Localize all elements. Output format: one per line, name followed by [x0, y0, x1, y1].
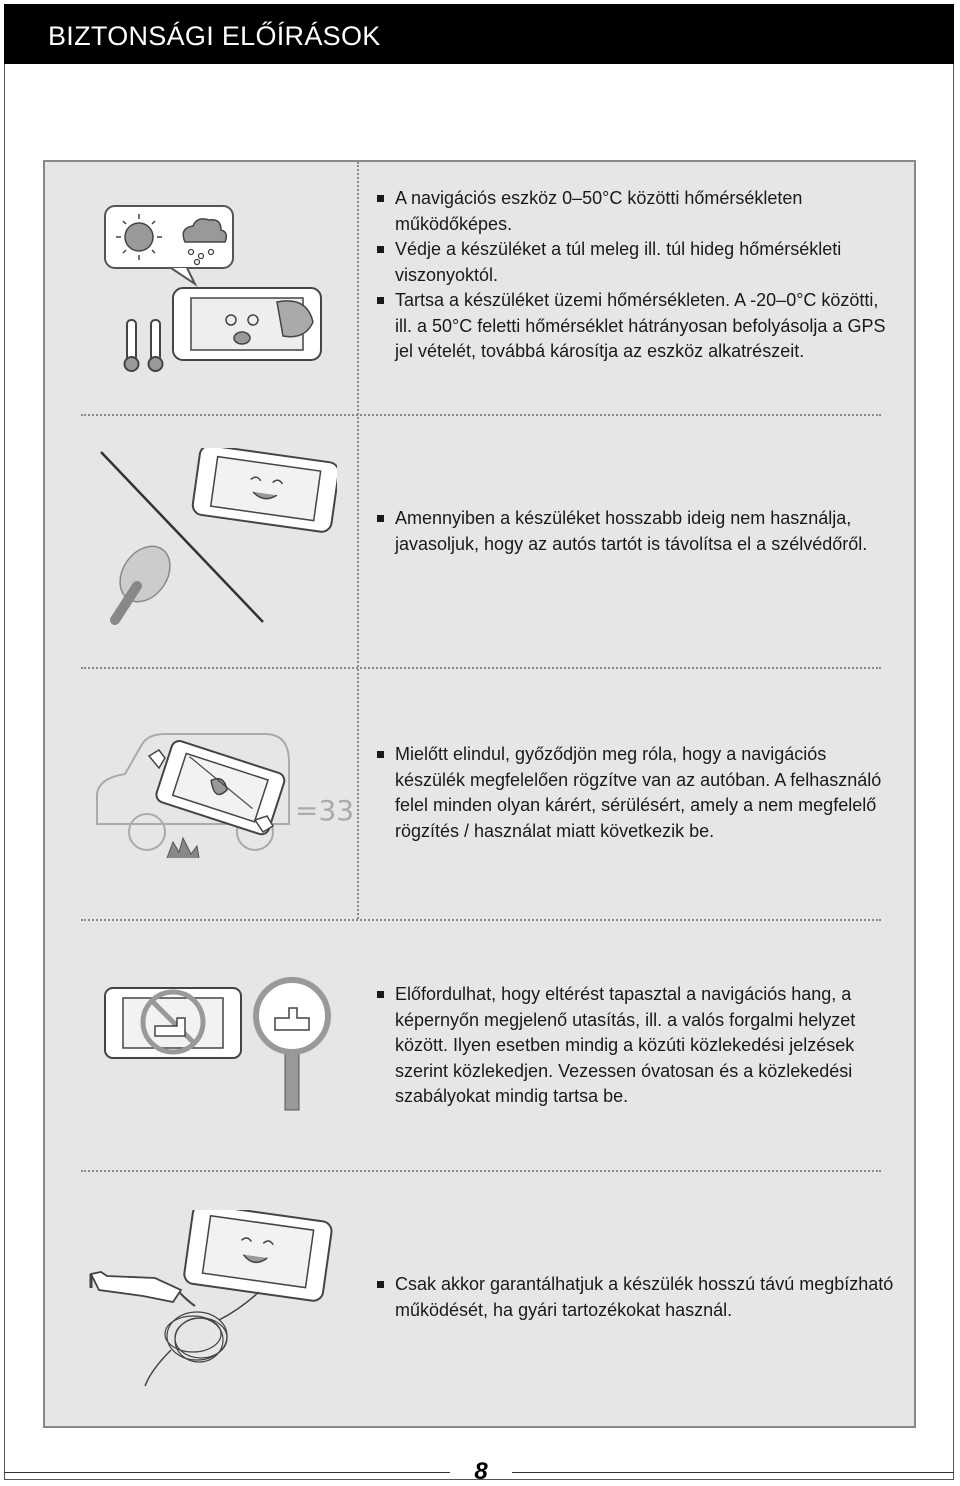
bullet-list-3 — [375, 742, 895, 844]
section-divider — [81, 414, 881, 416]
svg-text:=33: =33 — [295, 794, 355, 827]
bullet-list-4 — [375, 982, 895, 1110]
section-divider — [81, 667, 881, 669]
content-panel — [43, 160, 916, 1428]
falling-device-car-icon — [95, 728, 355, 868]
page-number: 8 — [474, 1458, 488, 1485]
section-divider — [81, 1170, 881, 1172]
list-item: Előfordulhat, hogy eltérést tapasztal a navigációs hang, a képernyőn megjelenő utasítás, ill. a valós forgalmi helyzet között. Ilyen esetben mindig a közúti közlekedési jelzések szerint közlekedjen. Vezessen óvatosan és a közlekedési szabályokat mindig tartsa be. — [375, 982, 895, 1110]
section-divider-vertical — [357, 669, 359, 919]
temperature-weather-icon — [101, 202, 331, 377]
header-bar — [4, 4, 954, 64]
footer-line-left — [4, 1472, 450, 1473]
page-title: BIZTONSÁGI ELŐÍRÁSOK — [48, 21, 381, 51]
section-divider — [81, 919, 881, 921]
bullet-list-2 — [375, 506, 895, 557]
footer-line-right — [512, 1472, 954, 1473]
section-divider-vertical — [357, 162, 359, 667]
suction-mount-icon — [97, 448, 337, 628]
list-item: Tartsa a készüléket üzemi hőmérsékleten. A -20–0°C közötti, ill. a 50°C feletti hőmérséklet hátrányosan befolyásolja a GPS jel vételét, továbbá károsítja az eszköz alkatrészeit. — [375, 288, 895, 365]
bullet-list-5 — [375, 1272, 895, 1323]
list-item: Védje a készüléket a túl meleg ill. túl hideg hőmérsékleti viszonyoktól. — [375, 237, 895, 288]
list-item: A navigációs eszköz 0–50°C közötti hőmérsékleten működőképes. — [375, 186, 895, 237]
bullet-list-1 — [375, 186, 895, 365]
list-item: Csak akkor garantálhatjuk a készülék hosszú távú megbízható működését, ha gyári tartozékokat használ. — [375, 1272, 895, 1323]
car-charger-icon — [87, 1210, 337, 1390]
no-touch-sign-icon — [103, 974, 343, 1114]
list-item: Amennyiben a készüléket hosszabb ideig nem használja, javasoljuk, hogy az autós tartót is távolítsa el a szélvédőről. — [375, 506, 895, 557]
list-item: Mielőtt elindul, győződjön meg róla, hogy a navigációs készülék megfelelően rögzítve van az autóban. A felhasználó felel minden olyan kárért, sérülésért, amely a nem megfelelő rögzítés / használat miatt következik be. — [375, 742, 895, 844]
